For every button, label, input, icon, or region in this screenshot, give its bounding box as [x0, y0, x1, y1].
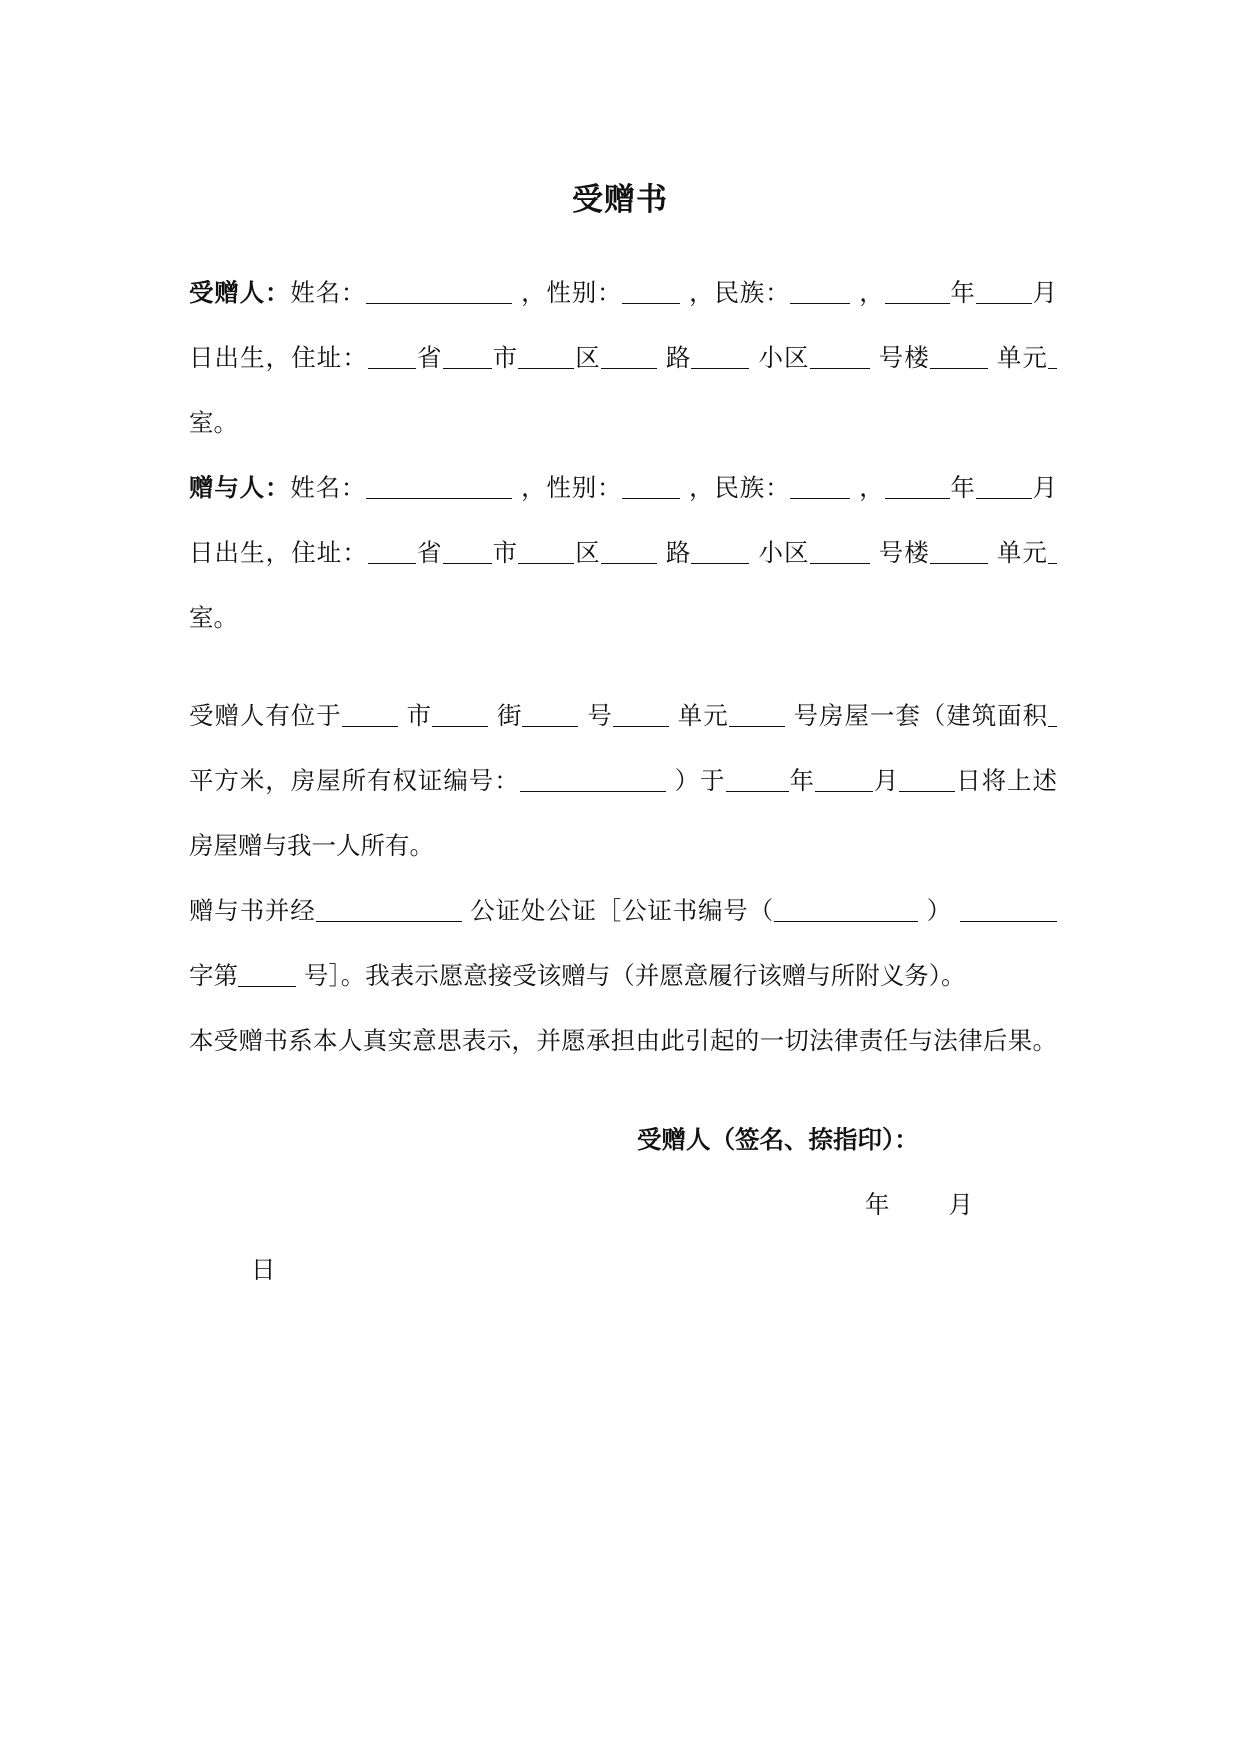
text-segment: ，性别：	[520, 473, 623, 502]
text-segment: 号楼	[877, 538, 930, 567]
text-segment: 受赠人有位于	[189, 701, 342, 730]
blank-line	[622, 303, 680, 304]
text-segment: 字第	[189, 961, 238, 990]
text-segment: 路	[664, 538, 692, 567]
blank-line	[899, 791, 955, 792]
blank-line	[342, 726, 398, 727]
text-segment: 区	[574, 343, 601, 372]
text-segment: ，民族：	[688, 473, 791, 502]
blank-line	[885, 303, 950, 304]
text-segment: 公证处公证［公证书编号（	[469, 896, 774, 925]
blank-line	[729, 726, 785, 727]
document-body	[189, 260, 1058, 1284]
blank-line	[366, 303, 512, 304]
blank-line	[691, 563, 749, 564]
blank-line	[622, 498, 680, 499]
text-segment: 小区	[757, 343, 810, 372]
recipient-line-3	[189, 390, 1057, 455]
signature-label: 受赠人（签名、捺指印）：	[637, 1125, 919, 1154]
declaration-text: 本受赠书系本人真实意思表示，并愿承担由此引起的一切法律责任与法律后果。	[189, 1026, 1057, 1055]
blank-line	[1048, 726, 1057, 727]
text-segment: ）	[925, 896, 953, 925]
text-segment: 号楼	[877, 343, 930, 372]
text-segment: 姓名：	[290, 473, 367, 502]
date-month-label: 月	[948, 1190, 973, 1219]
signature-date-line	[189, 1172, 1057, 1284]
text-segment: 号房屋一套（建筑面积	[792, 701, 1049, 730]
text-segment: 年	[788, 766, 815, 795]
text-segment: 日出生，住址：	[189, 538, 368, 567]
text-segment: 室。	[189, 408, 238, 437]
declaration-line	[189, 1008, 1057, 1073]
recipient-label: 受赠人：	[189, 278, 291, 307]
text-segment: 单元	[995, 538, 1048, 567]
blank-line	[520, 791, 666, 792]
donor-line-2	[189, 520, 1057, 585]
text-segment: 日将上述	[955, 766, 1057, 795]
notary-clause-line-2	[189, 943, 1057, 1008]
document-title: 受赠书	[572, 182, 668, 218]
text-segment: 号］。我表示愿意接受该赠与（并愿意履行该赠与所附义务）。	[304, 961, 966, 990]
signature-label-line	[189, 1107, 1057, 1172]
text-segment: 室。	[189, 603, 238, 632]
blank-line	[432, 726, 488, 727]
blank-line	[1048, 368, 1057, 369]
text-segment: 省	[415, 538, 443, 567]
blank-line	[443, 368, 492, 369]
blank-line	[1048, 563, 1057, 564]
blank-line	[774, 921, 918, 922]
blank-line	[815, 791, 873, 792]
text-segment: 日出生，住址：	[189, 343, 368, 372]
donor-label: 赠与人：	[189, 473, 291, 502]
text-segment: 月	[872, 766, 900, 795]
blank-line	[976, 498, 1032, 499]
blank-line	[885, 498, 950, 499]
text-segment: 市	[405, 701, 433, 730]
text-segment: 月	[1031, 278, 1058, 307]
blank-line	[613, 726, 669, 727]
text-segment: 单元	[995, 343, 1048, 372]
blank-line	[518, 563, 574, 564]
text-segment: 房屋赠与我一人所有。	[189, 831, 434, 860]
donor-line-3	[189, 585, 1057, 650]
date-day-label: 日	[251, 1255, 276, 1284]
text-segment: 赠与书并经	[189, 896, 316, 925]
blank-line	[976, 303, 1032, 304]
notary-clause-line-1	[189, 878, 1057, 943]
text-segment: 市	[491, 538, 519, 567]
recipient-line-1	[189, 260, 1057, 325]
blank-line	[601, 368, 657, 369]
blank-line	[790, 303, 850, 304]
blank-line	[810, 368, 870, 369]
gift-clause-line-1	[189, 683, 1057, 748]
blank-line	[366, 498, 512, 499]
blank-line	[522, 726, 578, 727]
text-segment: 单元	[676, 701, 729, 730]
blank-line	[960, 921, 1057, 922]
blank-line	[790, 498, 850, 499]
blank-line	[443, 563, 492, 564]
gift-clause-line-2	[189, 748, 1057, 813]
blank-line	[810, 563, 870, 564]
blank-line	[518, 368, 574, 369]
recipient-line-2	[189, 325, 1057, 390]
text-segment: 年	[949, 473, 976, 502]
text-segment: 区	[574, 538, 601, 567]
blank-line	[238, 986, 296, 987]
text-segment: 姓名：	[290, 278, 367, 307]
text-segment: 月	[1031, 473, 1058, 502]
blank-line	[930, 368, 988, 369]
text-segment: ，性别：	[520, 278, 623, 307]
text-segment: 小区	[757, 538, 810, 567]
blank-line	[691, 368, 749, 369]
text-segment: 省	[415, 343, 443, 372]
blank-line	[368, 563, 416, 564]
date-year-label: 年	[865, 1190, 890, 1219]
donor-line-1	[189, 455, 1057, 520]
gift-clause-line-3	[189, 813, 1057, 878]
blank-line	[316, 921, 462, 922]
text-segment: 年	[949, 278, 976, 307]
blank-line	[726, 791, 789, 792]
blank-line	[368, 368, 416, 369]
text-segment: ，	[858, 278, 885, 307]
text-segment: ）于	[673, 766, 726, 795]
blank-line	[930, 563, 988, 564]
text-segment: ，民族：	[688, 278, 791, 307]
blank-line	[601, 563, 657, 564]
text-segment: ，	[858, 473, 885, 502]
text-segment: 市	[491, 343, 519, 372]
text-segment: 平方米，房屋所有权证编号：	[189, 766, 520, 795]
text-segment: 路	[664, 343, 692, 372]
text-segment: 号	[586, 701, 613, 730]
text-segment: 街	[496, 701, 523, 730]
